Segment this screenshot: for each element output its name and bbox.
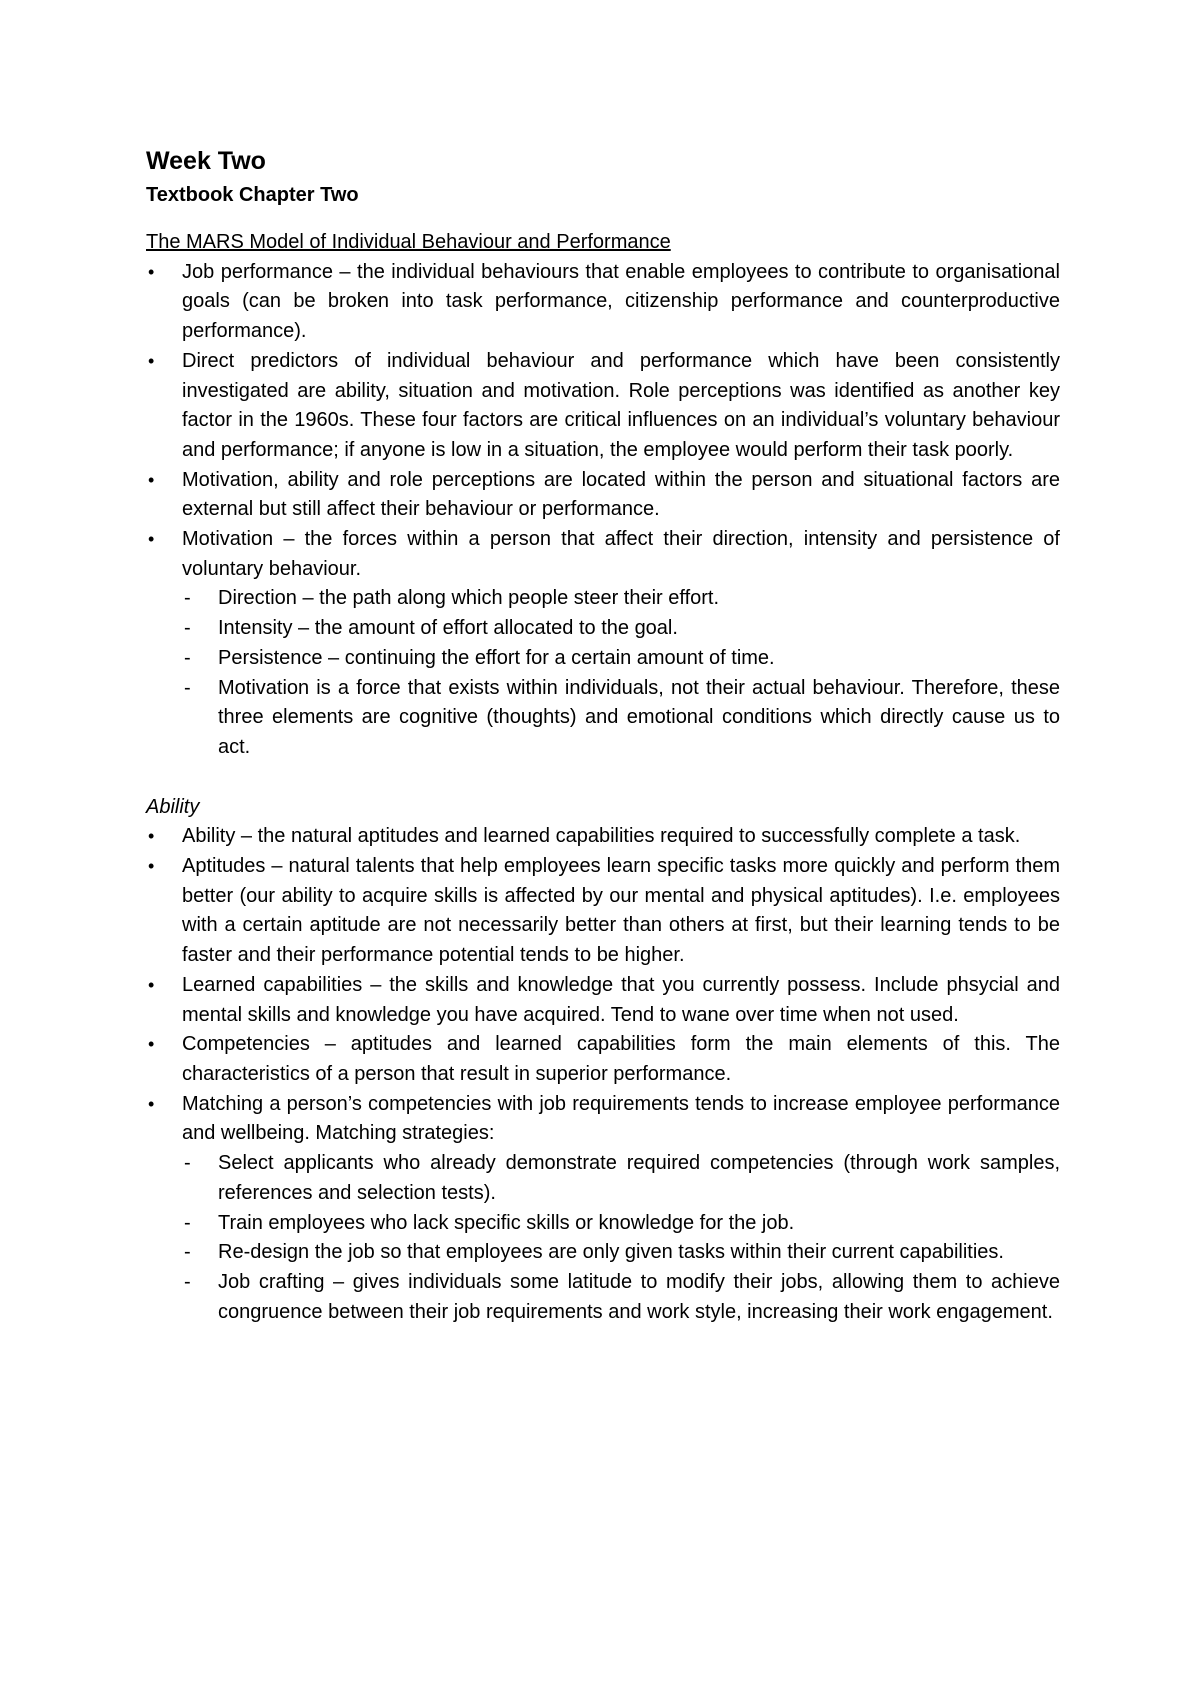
bullet-icon: • [148, 350, 155, 371]
sub-list-item-text: Train employees who lack specific skills or knowledge for the job. [218, 1211, 795, 1234]
bullet-icon: • [148, 826, 155, 847]
sub-list-item [182, 644, 1060, 674]
bullet-icon: • [148, 974, 155, 995]
list-item [146, 822, 1060, 852]
list-item [146, 971, 1060, 1030]
dash-icon: - [184, 587, 191, 610]
section-heading-mars: The MARS Model of Individual Behaviour and Performance [146, 231, 671, 253]
list-item-text: Job performance – the individual behaviours that enable employees to contribute to organisational goals (can be broken into task performance, citizenship performance and counterproductive performance). [182, 260, 1060, 343]
dash-icon: - [184, 646, 191, 669]
dash-icon: - [184, 1152, 191, 1175]
list-item-text: Direct predictors of individual behaviour and performance which have been consistently investigated are ability, situation and motivation. Role perceptions was identified as another key factor in the 1960s. These four factors are critical influences on an individual’s voluntary behaviour and performance; if anyone is low in a situation, the employee would perform their task poorly. [182, 349, 1060, 461]
list-item [146, 258, 1060, 347]
list-item-text: Ability – the natural aptitudes and learned capabilities required to successfully complete a task. [182, 825, 1021, 848]
sub-list-item [182, 1238, 1060, 1268]
list-item-text: Learned capabilities – the skills and knowledge that you currently possess. Include phsycial and mental skills and knowledge you have acquired. Tend to wane over time when not used. [182, 973, 1060, 1026]
sub-list-item [182, 674, 1060, 763]
sub-list-item-text: Job crafting – gives individuals some latitude to modify their jobs, allowing them to achieve congruence between their job requirements and work style, increasing their work engagement. [218, 1270, 1060, 1323]
dash-icon: - [184, 1241, 191, 1264]
dash-icon: - [184, 676, 191, 699]
dash-icon: - [184, 1211, 191, 1234]
page-title: Week Two [146, 147, 266, 175]
list-item [146, 466, 1060, 525]
list-item [146, 525, 1060, 763]
sub-list-item-text: Motivation is a force that exists within individuals, not their actual behaviour. Therefore, these three elements are cognitive (thoughts) and emotional conditions which directly cause us to act. [218, 676, 1060, 758]
list-item [146, 1090, 1060, 1328]
sub-list-item-text: Intensity – the amount of effort allocated to the goal. [218, 617, 678, 640]
section-heading-ability: Ability [146, 795, 200, 818]
list-item-text: Matching a person’s competencies with job requirements tends to increase employee performance and wellbeing. Matching strategies: [182, 1092, 1060, 1145]
bullet-icon: • [148, 1093, 155, 1114]
list-item-text: Motivation – the forces within a person that affect their direction, intensity and persistence of voluntary behaviour. [182, 528, 1060, 580]
ability-bullet-list [146, 822, 1060, 1327]
sub-list-item-text: Re-design the job so that employees are only given tasks within their current capabilities. [218, 1241, 1004, 1264]
list-item-text: Aptitudes – natural talents that help employees learn specific tasks more quickly and perform them better (our ability to acquire skills is affected by our mental and physical aptitudes). I.e. employees with a certain aptitude are not necessarily better than others at first, but their learning tends to be faster and their performance potential tends to be higher. [182, 855, 1060, 967]
bullet-icon: • [148, 856, 155, 877]
sub-list-item [182, 1268, 1060, 1327]
document-page [146, 140, 1060, 1327]
sub-list-item-text: Select applicants who already demonstrate required competencies (through work samples, references and selection tests). [218, 1152, 1060, 1204]
list-item [146, 852, 1060, 971]
sub-list-item [182, 1209, 1060, 1239]
list-item-text: Motivation, ability and role perceptions are located within the person and situational factors are external but still affect their behaviour or performance. [182, 468, 1060, 521]
dash-icon: - [184, 1270, 191, 1293]
list-item [146, 1030, 1060, 1089]
sub-list-item [182, 1149, 1060, 1208]
bullet-icon: • [148, 1034, 155, 1055]
sub-list-item-text: Persistence – continuing the effort for a certain amount of time. [218, 646, 775, 669]
bullet-icon: • [148, 529, 155, 550]
mars-bullet-list [146, 258, 1060, 763]
page-subtitle: Textbook Chapter Two [146, 184, 359, 206]
sub-list-item [182, 614, 1060, 644]
sub-list-item [182, 584, 1060, 614]
motivation-subpoint-list [182, 584, 1060, 762]
matching-subpoint-list [182, 1149, 1060, 1327]
bullet-icon: • [148, 469, 155, 490]
sub-list-item-text: Direction – the path along which people steer their effort. [218, 587, 720, 610]
bullet-icon: • [148, 261, 155, 282]
list-item-text: Competencies – aptitudes and learned capabilities form the main elements of this. The characteristics of a person that result in superior performance. [182, 1033, 1060, 1085]
dash-icon: - [184, 617, 191, 640]
list-item [146, 347, 1060, 466]
